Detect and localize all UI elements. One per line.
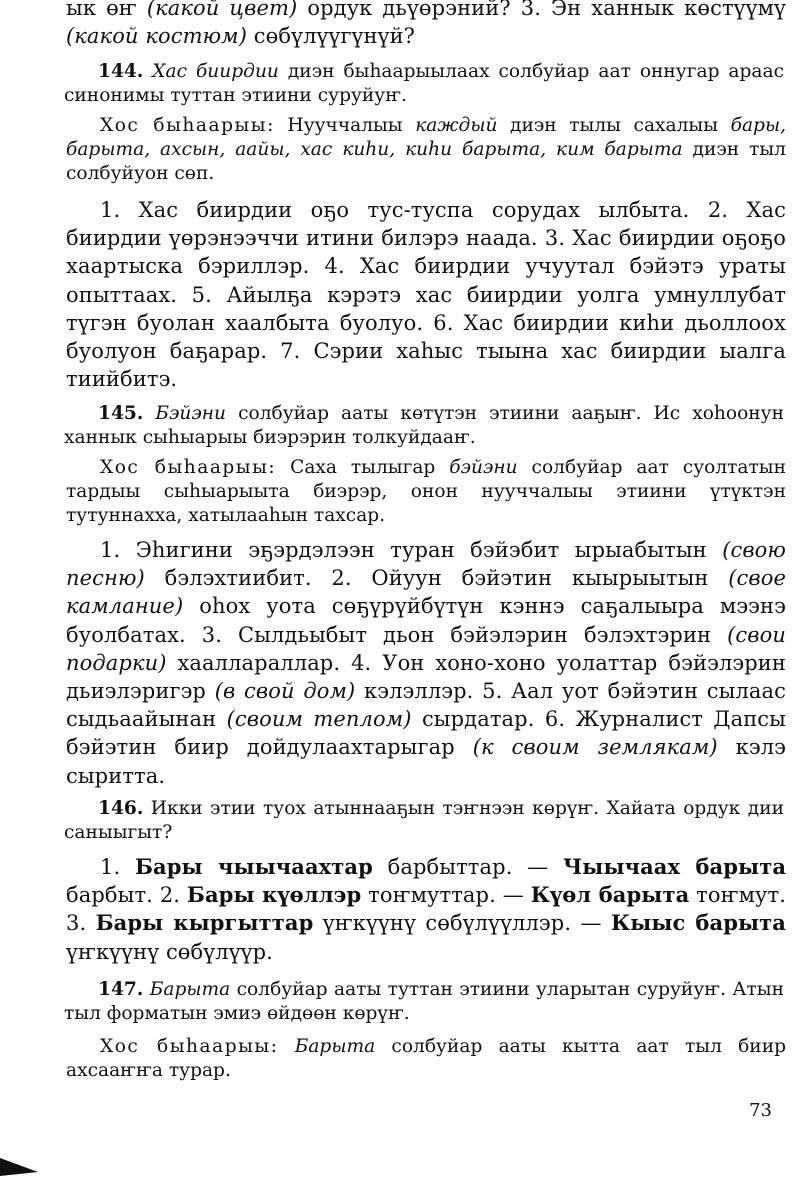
body145-run: (свою песню) xyxy=(66,538,786,591)
body145-run: 1. Эһигини эҕэрдэлээн туран бэйэбит ырыабытын xyxy=(100,538,723,562)
note145-run: солбуйар аат суолтатын тардыы сыһыарыыта биэрэр, онон нууччалыы этиини үтүктэн тутуннахха, хатылааһын тахсар. xyxy=(66,457,786,526)
body146-run: барбыттар. — xyxy=(372,855,564,879)
page-number: 73 xyxy=(749,1100,772,1121)
ex144-run: диэн быһаарыылаах солбуйар аат оннугар араас синонимы туттан этиини суруйуҥ. xyxy=(64,61,784,106)
body145-run: бэлэхтиибит. 2. Ойуун бэйэтин кыырыытын xyxy=(144,566,729,591)
body146-run: Чыычаах барыта xyxy=(563,854,787,879)
body146-run: Бары чыычаахтар xyxy=(134,854,373,879)
body146-run: тоҥмут. 3. xyxy=(66,883,786,936)
top-run: (какой костюм) xyxy=(66,24,247,49)
exercise-147-note xyxy=(66,1035,786,1083)
note144-run: Хос быһаарыы: xyxy=(100,115,275,136)
ex146-run: Икки этии туох атыннааҕын тэҥнээн көрүҥ. Хайата ордук дии саныыгыт? xyxy=(64,798,784,843)
note144-run: бары, барыта, ахсын, аайы, хас киһи, киһи барыта, ким барыта xyxy=(66,115,787,160)
ex145-run: солбуйар ааты көтүтэн этиини ааҕыҥ. Ис хоһоонун ханнык сыһыарыы биэрэрин толкуйдааҥ. xyxy=(64,403,784,448)
ex146-run: 146. xyxy=(98,798,144,819)
note144-run: диэн тыл солбуйуон сөп. xyxy=(66,139,786,184)
body146-run: Күөл барыта xyxy=(530,882,690,908)
ex145-run xyxy=(143,403,155,424)
body144-run: 1. Хас биирдии оҕо тус-туспа сорудах ылбыта. 2. Хас биирдии үөрэнээччи итини билэрэ наада. 3. Хас биирдии оҕоҕо хаартыска бэриллэр. 4. Хас биирдии учуутал бэйэтэ ураты опыттаах. 5. Айылҕа кэрэтэ хас биирдии уолга умнуллубат түгэн буолан хаалбыта буолуо. 6. Хас биирдии киһи дьоллоох буолуон баҕарар. 7. Сэрии хаһыс тыына хас биирдии ыалга тиийбитэ. xyxy=(66,198,786,392)
body146-run: үҥкүүнү сөбүлүүр. xyxy=(66,939,273,964)
body145-run: (своим теплом) xyxy=(226,707,412,732)
exercise-145-text xyxy=(66,536,786,790)
ex144-run: 144. xyxy=(98,61,144,82)
ex144-run xyxy=(143,61,152,82)
exercise-144-task xyxy=(64,60,784,108)
body145-run: сырдатар. 6. Журналист Дапсы бэйэтин биир дойдулаахтарыгар xyxy=(66,707,786,760)
ex147-run: солбуйар ааты туттан этиини уларытан суруйуҥ. Атын тыл форматын эмиэ өйдөөн көрүҥ. xyxy=(64,979,784,1024)
ex147-run: Барыта xyxy=(149,979,231,1000)
top-run: ык өҥ xyxy=(66,0,147,20)
exercise-145-note xyxy=(66,456,786,528)
exercise-145-task xyxy=(64,402,784,450)
body145-run: кэлэллэр. 5. Аал уот бэйэтин сылаас сыдьаайынан xyxy=(66,679,786,732)
body145-run: (в свой дом) xyxy=(214,679,356,704)
page-corner-mark xyxy=(0,1158,38,1176)
body145-run: кэлэ сыритта. xyxy=(66,735,787,788)
top-run: (какой цвет) xyxy=(146,0,298,20)
body146-run: барбыт. 2. xyxy=(66,883,187,908)
ex144-run: Хас биирдии xyxy=(152,61,279,82)
note147-run: солбуйар ааты кытта аат тыл биир ахсааҥҥа турар. xyxy=(66,1036,786,1081)
note147-run: Хос быһаарыы: xyxy=(100,1036,279,1057)
note144-run: Нууччалыы xyxy=(274,115,416,136)
note144-run: каждый xyxy=(415,115,498,136)
body145-run: (свое камлание) xyxy=(66,566,786,619)
body146-run: Бары күөллэр xyxy=(186,882,362,908)
exercise-146-task xyxy=(64,797,784,845)
ex145-run: Бэйэни xyxy=(155,403,227,424)
exercise-146-text xyxy=(66,853,786,966)
ex145-run: 145. xyxy=(98,403,144,424)
body145-run: хааллараллар. 4. Уон хоно-хоно уолаттар бэйэлэрин дьиэлэригэр xyxy=(66,650,786,704)
note144-run: диэн тылы сахалыы xyxy=(497,115,731,136)
note145-run: бэйэни xyxy=(449,457,518,478)
exercise-144-note xyxy=(66,114,786,186)
body146-run: Бары кыргыттар xyxy=(95,910,314,936)
top-run: ордук дьүөрэний? 3. Эн ханнык көстүүмү xyxy=(297,0,787,20)
body145-run: (свои подарки) xyxy=(66,622,786,675)
body146-run: Кыыс барыта xyxy=(611,910,786,936)
body146-run: 1. xyxy=(100,855,135,879)
body146-run: үҥкүүнү сөбүлүүллэр. — xyxy=(313,911,611,936)
ex147-run: 147. xyxy=(98,979,144,1000)
note145-run: Саха тылыгар xyxy=(276,457,450,478)
note147-run: Барыта xyxy=(294,1036,376,1057)
body146-run: тоҥмуттар. — xyxy=(361,883,531,908)
note145-run: Хос быһаарыы: xyxy=(100,457,277,478)
body145-run: (к своим землякам) xyxy=(472,735,718,760)
body145-run: оһох уота сөҕүрүйбүтүн кэннэ саҕалыыра мээнэ буолбатах. 3. Сылдьыбыт дьон бэйэлэрин бэлэхтэрин xyxy=(66,594,786,647)
exercise-144-text xyxy=(66,196,786,393)
exercise-147-task xyxy=(64,978,784,1026)
paragraph-top-continuation xyxy=(66,0,786,50)
note147-run xyxy=(278,1036,294,1057)
top-run: сөбүлүүгүнүй? xyxy=(247,24,416,49)
